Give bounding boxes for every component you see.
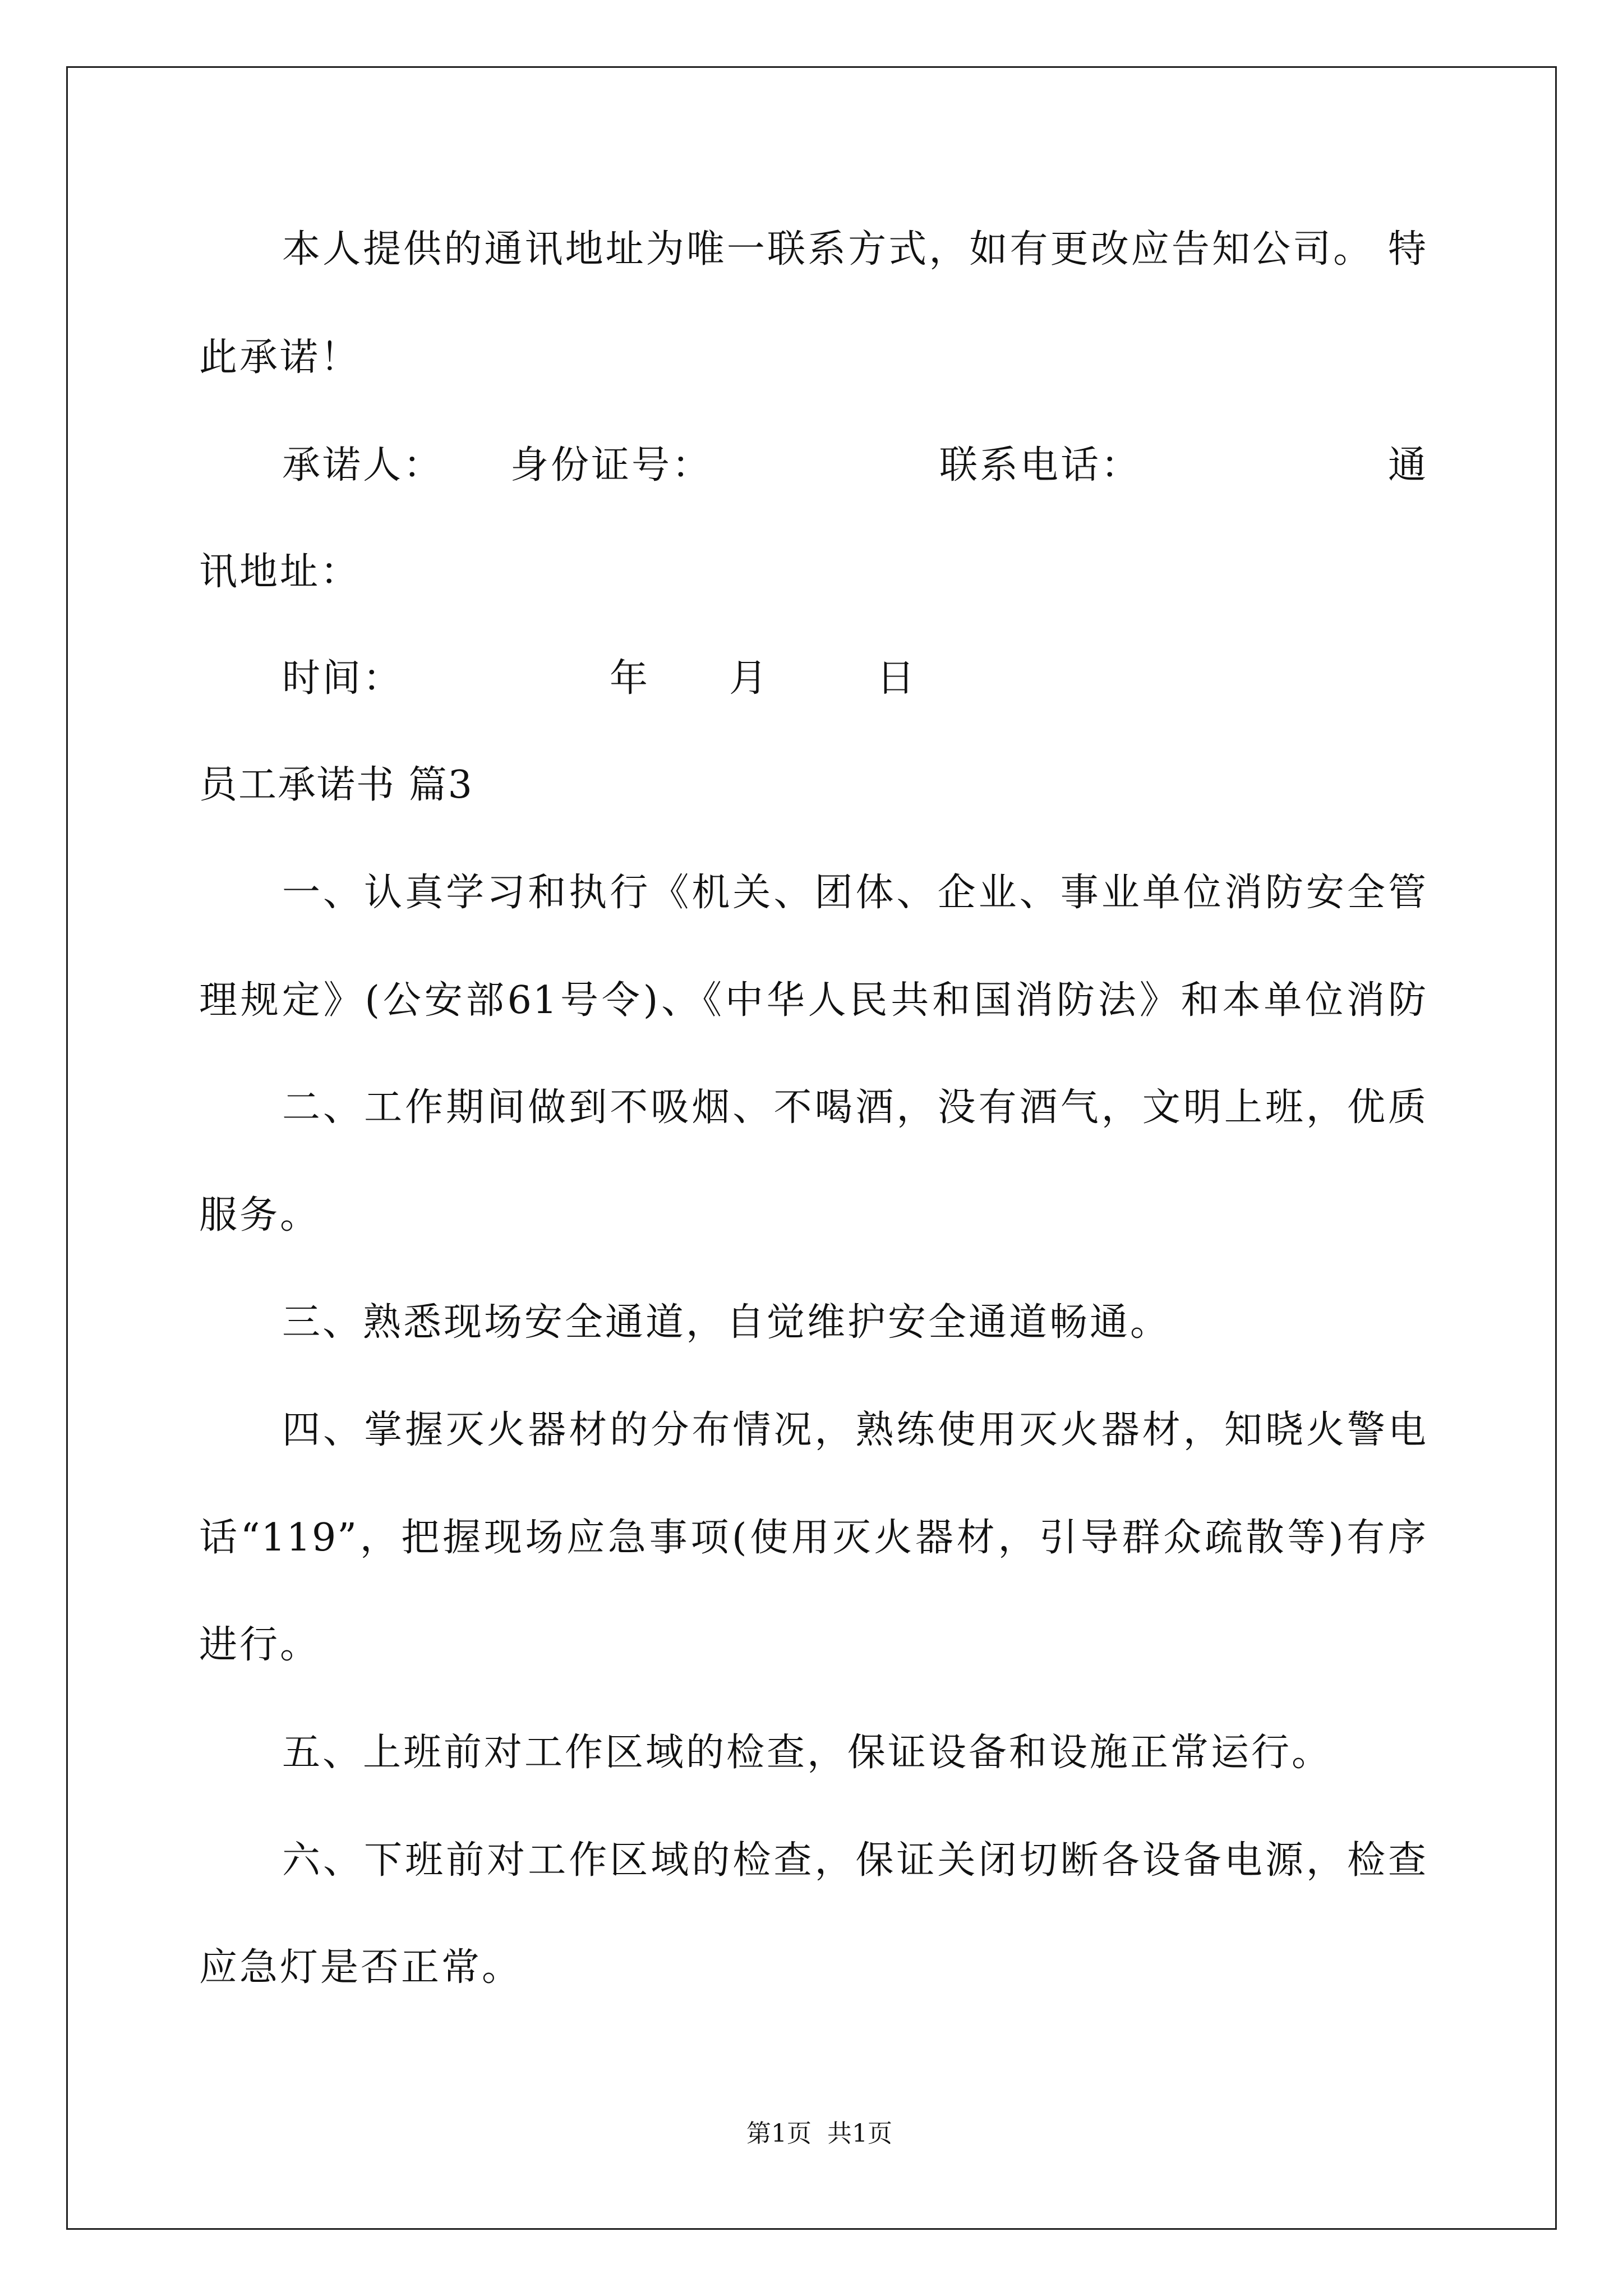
item-four-line: 四、掌握灭火器材的分布情况，熟练使用灭火器材，知晓火警电: [282, 1408, 1427, 1452]
phone-label: 联系电话：: [939, 443, 1142, 487]
item-one-line: 理规定》(公安部61号令)、《中华人民共和国消防法》和本单位消防: [199, 978, 1427, 1023]
item-two-line: 二、工作期间做到不吸烟、不喝酒，没有酒气，文明上班，优质: [282, 1085, 1427, 1130]
item-three: 三、熟悉现场安全通道，自觉维护安全通道畅通。: [282, 1300, 1171, 1345]
page-number: 第1页: [746, 2119, 811, 2148]
item-four-line: 进行。: [199, 1623, 321, 1667]
page-footer: [0, 2087, 1623, 2150]
item-one-line: 一、认真学习和执行《机关、团体、企业、事业单位消防安全管: [282, 871, 1427, 915]
address-label-start: 通: [1388, 443, 1429, 487]
address-label-end: 讯地址：: [199, 550, 361, 594]
date-year: 年: [610, 656, 651, 701]
page-border: [66, 66, 1557, 2230]
id-number-label: 身份证号：: [510, 443, 713, 487]
item-six-line: 六、下班前对工作区域的检查，保证关闭切断各设备电源，检查: [282, 1838, 1427, 1883]
item-four-line: 话“119”，把握现场应急事项(使用灭火器材，引导群众疏散等)有序: [199, 1516, 1427, 1560]
item-five: 五、上班前对工作区域的检查，保证设备和设施正常运行。: [282, 1731, 1332, 1775]
page-total: 共1页: [827, 2119, 892, 2148]
section-title: 员工承诺书 篇3: [199, 763, 473, 807]
item-six-line: 应急灯是否正常。: [199, 1945, 523, 1990]
date-label: 时间：: [282, 656, 404, 701]
date-day: 日: [877, 656, 917, 701]
promisor-label: 承诺人：: [282, 443, 444, 487]
paragraph-line: 此承诺！: [199, 335, 361, 380]
item-two-line: 服务。: [199, 1193, 321, 1237]
paragraph-line: 本人提供的通讯地址为唯一联系方式，如有更改应告知公司。 特: [282, 227, 1427, 272]
date-month: 月: [729, 656, 770, 701]
